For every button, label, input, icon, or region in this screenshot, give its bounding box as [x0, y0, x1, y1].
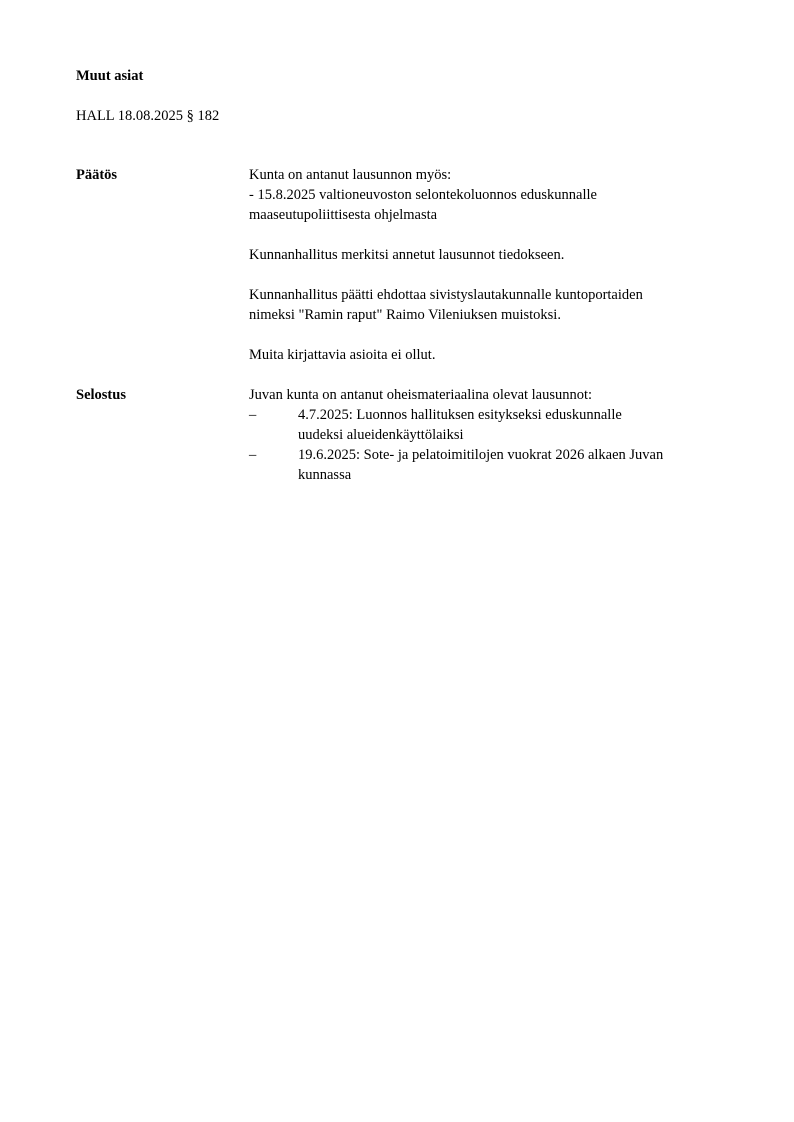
decision-body	[249, 165, 749, 365]
document-heading: Muut asiat	[76, 68, 144, 84]
description-intro: Juvan kunta on antanut oheismateriaalina olevat lausunnot:	[249, 387, 593, 403]
text-line: 4.7.2025: Luonnos hallituksen esitykseksi eduskunnalle	[298, 407, 622, 423]
text-line: nimeksi "Ramin raput" Raimo Vileniuksen muistoksi.	[249, 307, 561, 323]
dash-bullet: –	[249, 407, 257, 423]
text-line: Kunnanhallitus päätti ehdottaa sivistyslautakunnalle kuntoportaiden	[249, 287, 643, 303]
list-item	[249, 405, 749, 445]
description-label: Selostus	[76, 387, 126, 403]
text-line: Kunnanhallitus merkitsi annetut lausunnot tiedokseen.	[249, 247, 565, 263]
dash-bullet: –	[249, 447, 257, 463]
text-line: kunnassa	[298, 467, 352, 483]
decision-paragraph	[249, 245, 749, 265]
text-line: Kunta on antanut lausunnon myös:	[249, 167, 452, 183]
text-line: maaseutupoliittisesta ohjelmasta	[249, 207, 438, 223]
description-body	[249, 385, 749, 485]
text-line: 19.6.2025: Sote- ja pelatoimitilojen vuokrat 2026 alkaen Juvan	[298, 447, 664, 463]
text-line: - 15.8.2025 valtioneuvoston selontekoluonnos eduskunnalle	[249, 187, 597, 203]
decision-label: Päätös	[76, 167, 118, 183]
decision-paragraph	[249, 165, 749, 225]
decision-paragraph	[249, 345, 749, 365]
meeting-reference: HALL 18.08.2025 § 182	[76, 108, 220, 124]
text-line: uudeksi alueidenkäyttölaiksi	[298, 427, 464, 443]
statement-list	[249, 405, 749, 485]
decision-paragraph	[249, 285, 749, 325]
text-line: Muita kirjattavia asioita ei ollut.	[249, 347, 436, 363]
list-item	[249, 445, 749, 485]
